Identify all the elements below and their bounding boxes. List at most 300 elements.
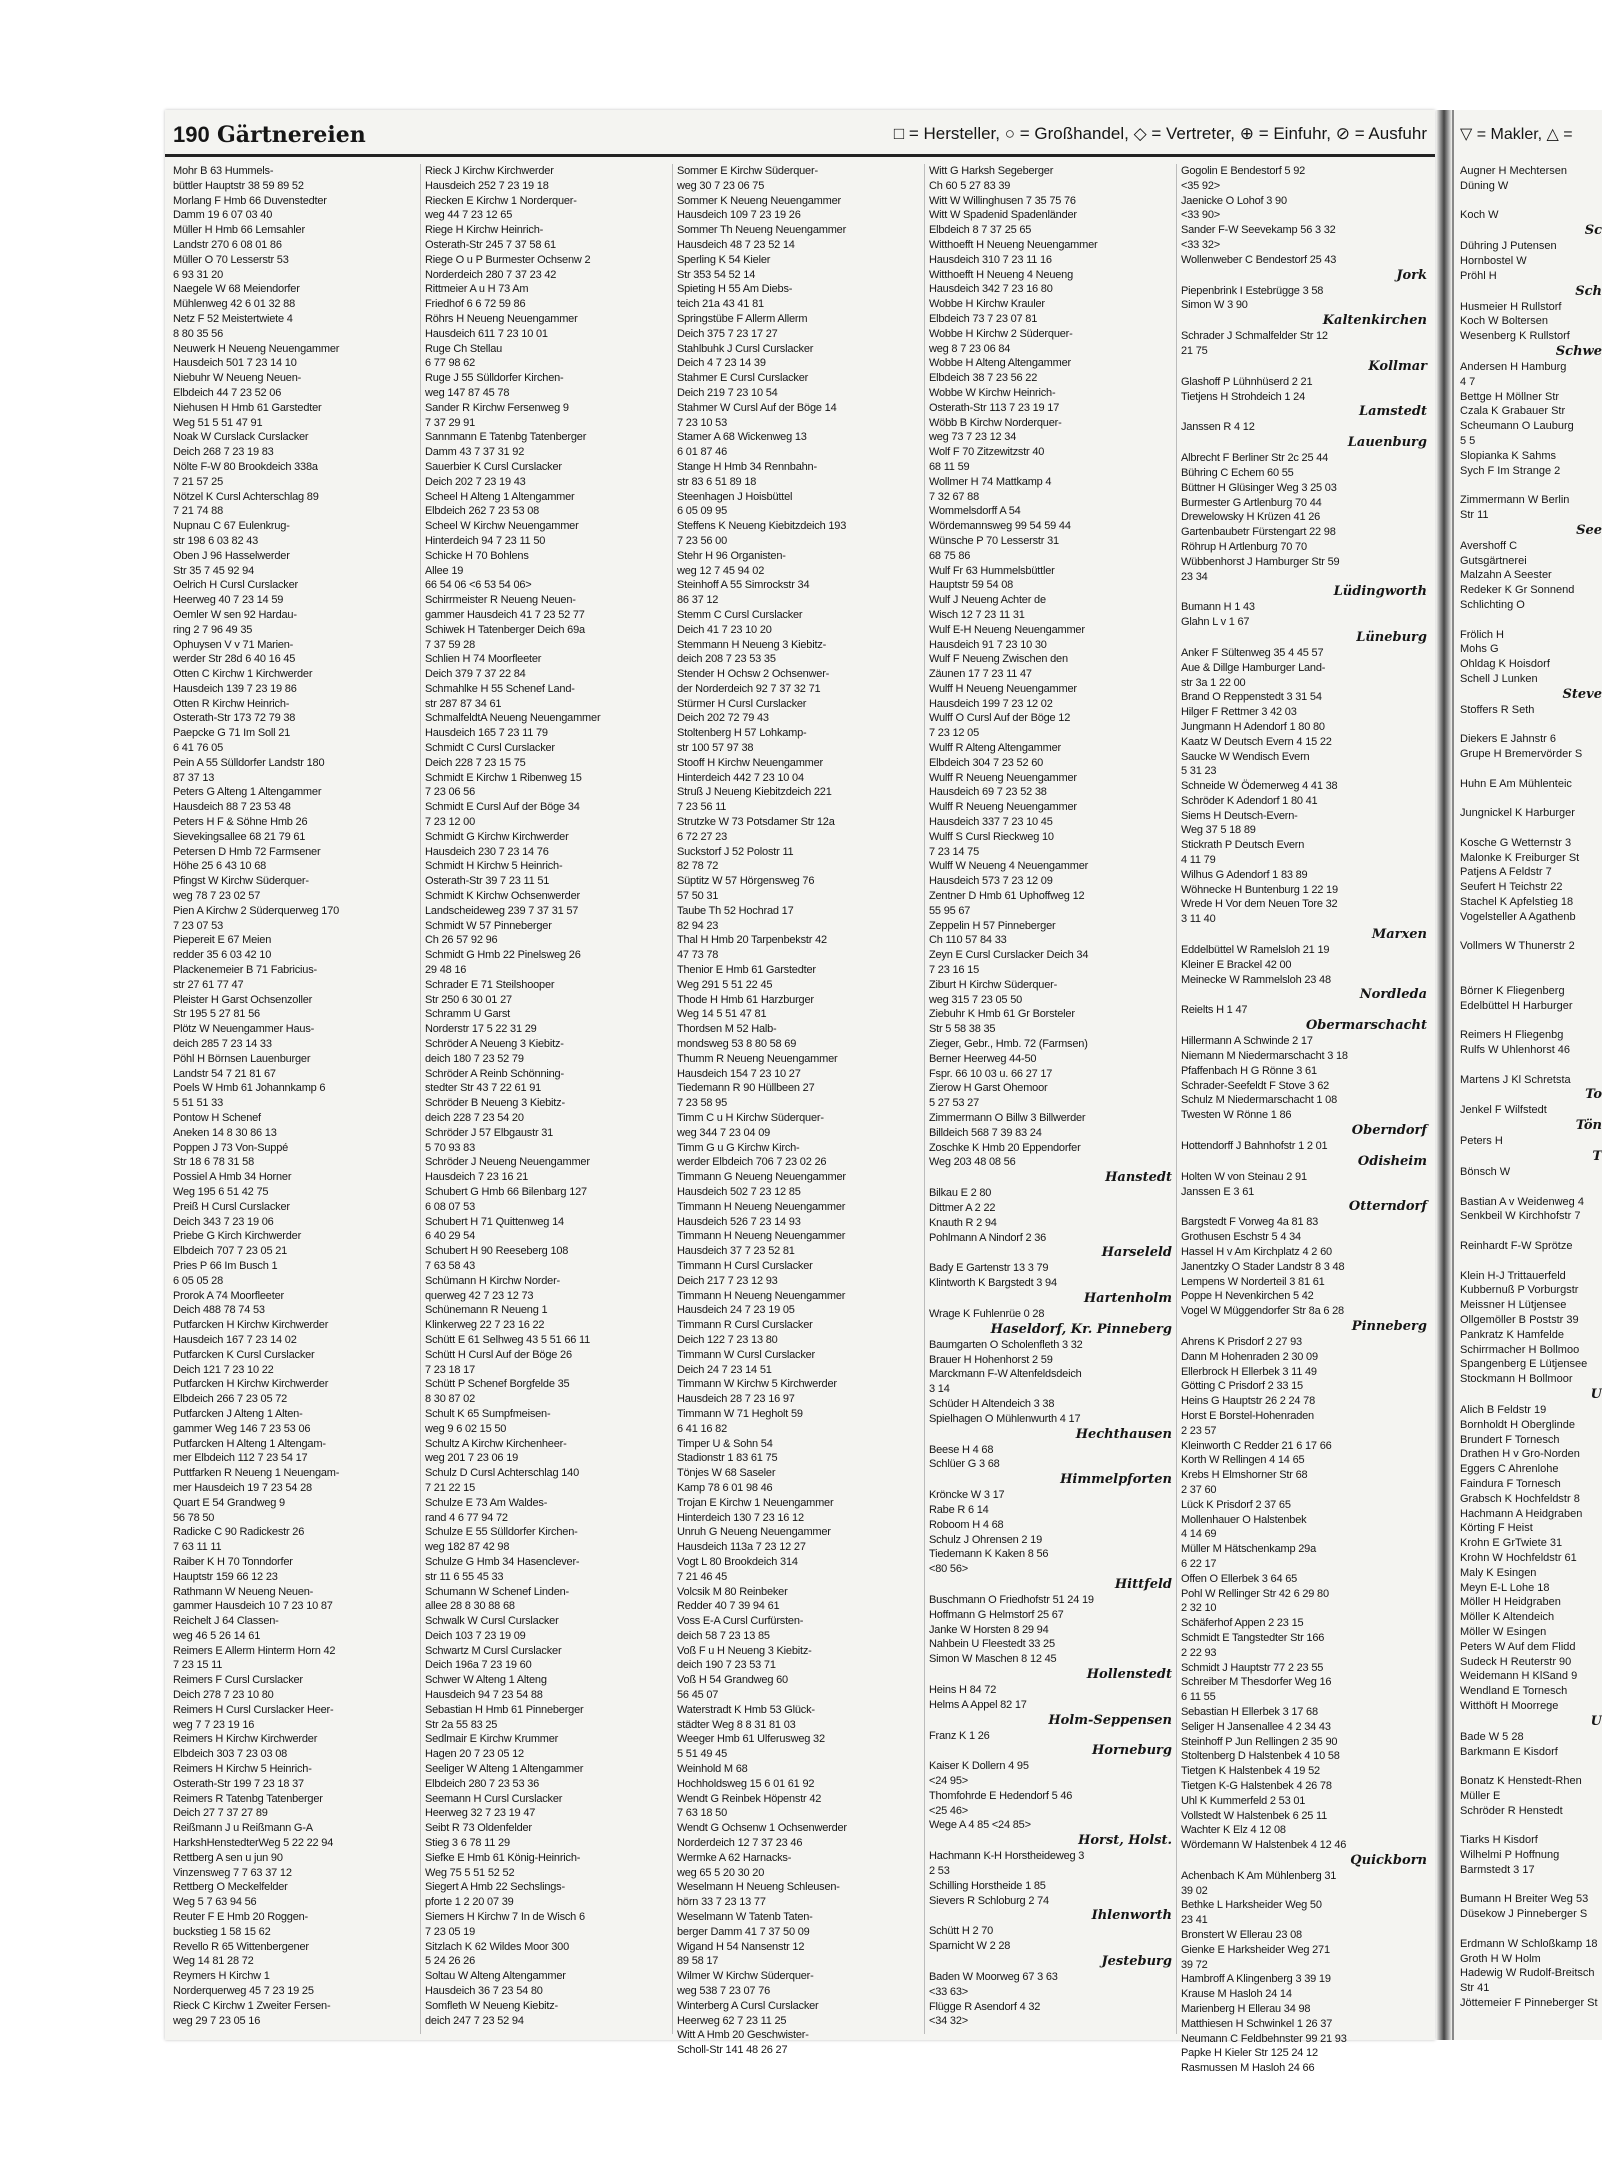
listing-entry: Frölich H	[1460, 628, 1505, 641]
town-heading: Lüneburg	[1356, 629, 1427, 645]
listing-entry: weg 7 7 23 19 16	[173, 1718, 255, 1731]
listing-entry: Poels W Hmb 61 Johannkamp 6	[173, 1082, 326, 1095]
listing-entry: Glahn L v 1 67	[1181, 616, 1250, 629]
listing-entry: Schulze E 73 Am Waldes-	[425, 1496, 548, 1509]
listing-entry: Jaenicke O Lohof 3 90	[1181, 194, 1287, 207]
listing-entry: Wulff R Neueng Neuengammer	[929, 771, 1077, 784]
town-heading: Ihlenworth	[1091, 1908, 1172, 1924]
listing-entry: Schmidt K Kirchw Ochsenwerder	[425, 890, 580, 903]
listing-entry: Weselmann H Neueng Schleusen-	[677, 1881, 840, 1894]
listing-entry: Rittmeier A u H 73 Am	[425, 283, 529, 296]
listing-entry: Strutzke W 73 Potsdamer Str 12a	[677, 816, 835, 829]
listing-entry: Röhrup H Artlenburg 70 70	[1181, 540, 1307, 553]
listing-entry: Timmann G Neueng Neuengammer	[677, 1171, 846, 1184]
listing-entry: 2 32 10	[1181, 1602, 1217, 1615]
listing-entry: Allee 19	[425, 564, 464, 577]
listing-entry: Nölte F-W 80 Brookdeich 338a	[173, 460, 318, 473]
listing-entry: Thenior E Hmb 61 Garstedter	[677, 964, 816, 977]
listing-entry: Klintworth K Bargstedt 3 94	[929, 1277, 1057, 1290]
listing-entry: Timm C u H Kirchw Süderquer-	[677, 1112, 824, 1124]
listing-entry: städter Weg 8 8 31 81 03	[677, 1718, 796, 1731]
listing-entry: Jungmann H Adendorf 1 80 80	[1181, 720, 1325, 733]
listing-entry: Schmidt E Kirchw 1 Ribenweg 15	[425, 771, 582, 784]
listing-entry: Senkbeil W Kirchhofstr 7	[1460, 1210, 1581, 1223]
listing-entry: str 100 57 97 38	[677, 742, 754, 755]
listing-entry: Pleister H Garst Ochsenzoller	[173, 993, 313, 1006]
listing-entry: Anker F Sültenweg 35 4 45 57	[1181, 646, 1324, 659]
listing-entry: deich 285 7 23 14 33	[173, 1038, 272, 1051]
listing-entry: Tietjens H Strohdeich 1 24	[1181, 390, 1306, 403]
listing-entry: Hottendorff J Bahnhofstr 1 2 01	[1181, 1140, 1328, 1153]
listing-entry: Jöttemeier F Pinneberger St	[1460, 1997, 1598, 2010]
listing-entry: Achenbach K Am Mühlenberg 31	[1181, 1869, 1337, 1882]
listing-entry: <34 32>	[929, 2015, 968, 2028]
listing-entry: Schmidt J Hauptstr 77 2 23 55	[1181, 1661, 1324, 1674]
listing-entry: Klein H-J Trittauerfeld	[1460, 1269, 1566, 1282]
listing-entry: Schäferhof Appen 2 23 15	[1181, 1617, 1304, 1630]
listing-entry: Priebe G Kirch Kirchwerder	[173, 1230, 302, 1243]
listing-entry: Witthoefft H Neueng Neuengammer	[929, 238, 1098, 251]
listing-entry	[1460, 1922, 1602, 1937]
listing-entry: Steinhoff P Jun Rellingen 2 35 90	[1181, 1735, 1338, 1748]
listing-entry	[1460, 613, 1602, 628]
listing-entry: Hinterdeich 130 7 23 16 12	[677, 1511, 804, 1524]
listing-entry: 6 22 17	[1181, 1557, 1217, 1570]
listing-entry: Brundert F Tornesch	[1460, 1433, 1560, 1446]
town-heading: Schwe	[1555, 343, 1602, 359]
listing-entry: Dittmer A 2 22	[929, 1201, 996, 1214]
listing-entry: Körting F Heist	[1460, 1522, 1533, 1535]
listing-column-4	[925, 164, 1177, 2034]
listing-entry: Wolf F 70 Zitzewitzstr 40	[929, 446, 1045, 459]
listing-entry: Hausdeich 337 7 23 10 45	[929, 816, 1053, 829]
listing-entry: 5 27 53 27	[929, 1097, 979, 1110]
listing-entry	[1460, 762, 1602, 777]
town-heading: Hollenstedt	[1086, 1666, 1172, 1682]
listing-entry: Hausdeich 28 7 23 16 97	[677, 1393, 795, 1406]
listing-entry: Deich 196a 7 23 19 60	[425, 1659, 532, 1672]
listing-entry: Schröder K Adendorf 1 80 41	[1181, 794, 1318, 807]
listing-entry: Deich 228 7 23 15 75	[425, 756, 526, 769]
listing-entry: Nötzel K Cursl Achterschlag 89	[173, 490, 319, 503]
listing-entry: Knauth R 2 94	[929, 1216, 997, 1229]
listing-entry: Stürmer H Cursl Curslacker	[677, 697, 807, 710]
listing-entry: 2 37 60	[1181, 1483, 1217, 1496]
listing-entry: Str 353 54 52 14	[677, 268, 756, 281]
listing-entry: Röhrs H Neueng Neuengammer	[425, 312, 578, 325]
listing-entry: Hausdeich 165 7 23 11 79	[425, 727, 548, 740]
listing-entry: Elbdeich 262 7 23 53 08	[425, 505, 540, 518]
listing-entry: Brauer H Hohenhorst 2 59	[929, 1353, 1053, 1366]
listing-entry	[1460, 1013, 1602, 1028]
listing-entry: 6 05 09 95	[677, 505, 727, 518]
listing-entry: Schrader E 71 Steilshooper	[425, 978, 555, 991]
listing-entry: Eddelbüttel W Ramelsloh 21 19	[1181, 944, 1330, 957]
listing-column-5	[1177, 164, 1431, 2075]
listing-entry: weg 65 5 20 30 20	[677, 1866, 765, 1879]
listing-entry: Edelbüttel H Harburger	[1460, 999, 1573, 1012]
listing-entry: Stieg 3 6 78 11 29	[425, 1837, 510, 1850]
listing-entry: Petersen D Hmb 72 Farmsener	[173, 845, 321, 858]
listing-entry: Sebastian H Hmb 61 Pinneberger	[425, 1703, 584, 1716]
listing-entry: Redeker K Gr Sonnend	[1460, 584, 1575, 597]
listing-entry: Weidemann H KlSand 9	[1460, 1670, 1578, 1683]
listing-entry	[1460, 1878, 1602, 1893]
listing-entry: rand 4 6 77 94 72	[425, 1511, 508, 1524]
listing-entry: Deich 219 7 23 10 54	[677, 386, 778, 399]
listing-entry: Trojan E Kirchw 1 Neuengammer	[677, 1496, 834, 1509]
listing-entry: 68 11 59	[929, 460, 970, 473]
listing-column-1	[169, 164, 421, 2034]
listing-entry: Marckmann F-W Altenfeldsdeich	[929, 1368, 1082, 1381]
listing-entry: Weg 75 5 51 52 52	[425, 1866, 515, 1879]
page-number: 190	[173, 122, 210, 147]
listing-entry: Czala K Grabauer Str	[1460, 405, 1566, 418]
listing-entry: Brand O Reppenstedt 3 31 54	[1181, 691, 1322, 704]
listing-entry: Vogelsteller A Agathenb	[1460, 910, 1576, 923]
listing-entry: Wigand H 54 Nansenstr 12	[677, 1940, 805, 1953]
listing-entry: Str 195 5 27 81 56	[173, 1008, 260, 1021]
listing-entry: Netz F 52 Meistertwiete 4	[173, 312, 293, 325]
listing-entry: Timm G u G Kirchw Kirch-	[677, 1141, 800, 1154]
listing-entry: 7 32 67 88	[929, 490, 979, 503]
listing-entry: Schirrmeister R Neueng Neuen-	[425, 594, 576, 607]
listing-entry: Deich 202 72 79 43	[677, 712, 769, 725]
listing-entry: deich 228 7 23 54 20	[425, 1112, 524, 1124]
listing-entry: Schmidt E Tangstedter Str 166	[1181, 1631, 1325, 1644]
listing-entry: Hausdeich 24 7 23 19 05	[677, 1304, 795, 1317]
listing-entry: weg 344 7 23 04 09	[677, 1126, 771, 1139]
listing-column-3	[673, 164, 925, 2057]
listing-entry: Malonke K Freiburger St	[1460, 851, 1580, 864]
listing-entry: Reimers H Cursl Curslacker Heer-	[173, 1703, 334, 1716]
listing-entry: Vogel W Müggendorfer Str 8a 6 28	[1181, 1305, 1344, 1318]
listing-entry: Drathen H v Gro-Norden	[1460, 1448, 1580, 1461]
listing-entry: Peters H F & Söhne Hmb 26	[173, 816, 308, 829]
listing-entry: Schubert H 90 Reeseberg 108	[425, 1245, 569, 1258]
listing-entry: Möller W Esingen	[1460, 1625, 1547, 1638]
listing-entry: Steenhagen J Hoisbüttel	[677, 490, 793, 503]
listing-entry: Deich 375 7 23 17 27	[677, 327, 778, 340]
listing-entry: Wördemannsweg 99 54 59 44	[929, 520, 1071, 533]
listing-entry: Otten C Kirchw 1 Kirchwerder	[173, 668, 313, 681]
listing-entry: Unruh G Neueng Neuengammer	[677, 1526, 831, 1539]
listing-entry: 6 01 87 46	[677, 446, 727, 459]
listing-entry: Janssen R 4 12	[1181, 421, 1255, 434]
listing-entry: Witt W Willinghusen 7 35 75 76	[929, 194, 1076, 207]
listing-entry: Janentzky O Stader Landstr 8 3 48	[1181, 1260, 1345, 1273]
listing-entry: Billdeich 568 7 39 83 24	[929, 1126, 1042, 1139]
book-spine	[1436, 110, 1452, 2040]
listing-entry: Weg 37 5 18 89	[1181, 824, 1256, 837]
listing-entry: Götting C Prisdorf 2 33 15	[1181, 1380, 1303, 1393]
listing-entry: deich 58 7 23 13 85	[677, 1629, 770, 1642]
listing-entry: Poppe H Nevenkirchen 5 42	[1181, 1290, 1314, 1303]
listing-entry: 7 21 57 25	[173, 475, 223, 488]
listing-entry: weg 315 7 23 05 50	[929, 993, 1023, 1006]
listing-entry: Deich 488 78 74 53	[173, 1304, 265, 1317]
listing-entry: Vinzensweg 7 7 63 37 12	[173, 1866, 292, 1879]
listing-entry: Redder 40 7 39 94 61	[677, 1600, 780, 1613]
listing-entry: Soltau W Alteng Altengammer	[425, 1970, 566, 1983]
listing-entry: Krebs H Elmshorner Str 68	[1181, 1469, 1308, 1482]
listing-entry: 7 23 16 15	[929, 964, 979, 977]
listing-entry: <35 92>	[1181, 179, 1220, 192]
listing-entry: Str 18 6 78 31 58	[173, 1156, 254, 1169]
listing-entry: Witthöft H Moorrege	[1460, 1699, 1559, 1712]
listing-entry: 4 11 79	[1181, 854, 1216, 867]
listing-entry: Stickrath P Deutsch Evern	[1181, 839, 1305, 852]
listing-entry: Kosche G Wetternstr 3	[1460, 836, 1572, 849]
directory-page	[165, 110, 1435, 2075]
listing-entry: Wulf E-H Neueng Neuengammer	[929, 623, 1085, 636]
listing-entry: Hausdeich 199 7 23 12 02	[929, 697, 1053, 710]
listing-entry: Alich B Feldstr 19	[1460, 1403, 1547, 1416]
listing-entry: Hauptstr 159 66 12 23	[173, 1570, 278, 1583]
listing-entry: 7 23 12 00	[425, 816, 475, 829]
listing-entry: Zimmermann O Billw 3 Billwerder	[929, 1112, 1086, 1124]
listing-entry: Wulf F Neueng Zwischen den	[929, 653, 1068, 666]
listing-entry: Sudeck H Reuterstr 90	[1460, 1655, 1572, 1668]
listing-entry: buckstieg 1 58 15 62	[173, 1925, 271, 1938]
listing-entry: Hinterdeich 442 7 23 10 04	[677, 771, 804, 784]
listing-entry: Wulff R Neueng Neuengammer	[929, 801, 1077, 814]
listing-entry: Jenkel F Wilfstedt	[1460, 1104, 1547, 1117]
listing-entry: str 287 87 34 61	[425, 697, 502, 710]
listing-entry: Witt W Spadenid Spadenländer	[929, 209, 1077, 222]
listing-entry: Hausdeich 167 7 23 14 02	[173, 1333, 297, 1346]
listing-entry: Mohr B 63 Hummels-	[173, 165, 274, 177]
listing-entry: Rieck C Kirchw 1 Zweiter Fersen-	[173, 1999, 331, 2012]
listing-entry: Schubert G Hmb 66 Bilenbarg 127	[425, 1185, 587, 1198]
listing-entry: Str 11	[1460, 508, 1489, 521]
listing-entry: 57 50 31	[677, 890, 719, 903]
listing-entry: Osterath-Str 113 7 23 19 17	[929, 401, 1060, 414]
listing-entry	[1460, 194, 1602, 209]
listing-entry: Heins G Hauptstr 26 2 24 78	[1181, 1395, 1316, 1408]
listing-entry: deich 247 7 23 52 94	[425, 2014, 524, 2027]
listing-entry: Hadewig W Rudolf-Breitsch	[1460, 1967, 1595, 1980]
listing-entry: Hausdeich 310 7 23 11 16	[929, 253, 1052, 266]
listing-entry: Sander F-W Seevekamp 56 3 32	[1181, 224, 1336, 237]
listing-entry: Stender H Ochsw 2 Ochsenwer-	[677, 668, 830, 681]
listing-entry: Volcsik M 80 Reinbeker	[677, 1585, 788, 1598]
listing-entry: Nahbein U Fleestedt 33 25	[929, 1638, 1055, 1651]
listing-entry: Stadionstr 1 83 61 75	[677, 1452, 778, 1465]
listing-entry: Schulze G Hmb 34 Hasenclever-	[425, 1555, 580, 1568]
listing-entry: Voss E-A Cursl Curfürsten-	[677, 1615, 804, 1628]
listing-entry: Reielts H 1 47	[1181, 1004, 1248, 1017]
listing-entry: 6 72 27 23	[677, 830, 727, 843]
page-header	[165, 118, 1435, 157]
listing-entry: Stahmer W Cursl Auf der Böge 14	[677, 401, 837, 414]
listing-entry: Meissner H Lütjensee	[1460, 1299, 1567, 1312]
listing-entry: Matthiesen H Schwinkel 1 26 37	[1181, 2017, 1333, 2030]
listing-entry: weg 201 7 23 06 19	[425, 1452, 519, 1465]
listing-entry: Meyn E-L Lohe 18	[1460, 1581, 1550, 1594]
listing-entry: Janke W Horsten 8 29 94	[929, 1623, 1049, 1636]
listing-entry: Pankratz K Hamfelde	[1460, 1328, 1564, 1341]
listing-entry: Sommer E Kirchw Süderquer-	[677, 165, 818, 177]
listing-entry: Taube Th 52 Hochrad 17	[677, 904, 794, 917]
listing-entry: Aue & Dillge Hamburger Land-	[1181, 661, 1326, 674]
listing-entry: Pontow H Schenef	[173, 1112, 261, 1124]
listing-entry: Neumann C Feldbehnster 99 21 93	[1181, 2032, 1347, 2045]
town-heading: Jesteburg	[1101, 1954, 1172, 1970]
listing-entry: 68 75 86	[929, 549, 971, 562]
town-heading: Tön	[1575, 1118, 1602, 1134]
listing-entry: Siegert A Hmb 22 Sechslings-	[425, 1881, 565, 1894]
listing-entry: Bargstedt F Vorweg 4a 81 83	[1181, 1216, 1319, 1229]
listing-entry: 7 63 58 43	[425, 1259, 475, 1272]
listing-entry: Elbdeich 266 7 23 05 72	[173, 1393, 288, 1406]
listing-entry: Bühring C Echem 60 55	[1181, 466, 1294, 479]
listing-entry: Siems H Deutsch-Evern-	[1181, 809, 1298, 822]
listing-entry: Voß F u H Neueng 3 Kiebitz-	[677, 1644, 812, 1657]
listing-entry: Schütt H 2 70	[929, 1925, 994, 1938]
listing-entry: Damm 19 6 07 03 40	[173, 209, 273, 222]
listing-entry: Deich 27 7 37 27 89	[173, 1807, 268, 1820]
listing-entry: stedter Str 43 7 22 61 91	[425, 1082, 542, 1095]
listing-entry: 39 02	[1181, 1884, 1208, 1897]
listing-entry: Preiß H Cursl Curslacker	[173, 1200, 290, 1213]
listing-entry: Schröder A Neueng 3 Kiebitz-	[425, 1038, 564, 1051]
listing-entry: Hausdeich 91 7 23 10 30	[929, 638, 1047, 651]
listing-entry: Prorok A 74 Moorfleeter	[173, 1289, 284, 1302]
listing-entry: Vollstedt W Halstenbek 6 25 11	[1181, 1809, 1328, 1822]
listing-entry: Rulfs W Uhlenhorst 46	[1460, 1044, 1571, 1057]
town-heading: Sch	[1575, 283, 1602, 299]
listing-entry: berger Damm 41 7 37 50 09	[677, 1925, 810, 1938]
listing-entry: weg 78 7 23 02 57	[173, 890, 261, 903]
listing-entry: Pröhl H	[1460, 269, 1497, 282]
listing-entry: Wege A 4 85 <24 85>	[929, 1819, 1031, 1832]
listing-entry: Deich 343 7 23 19 06	[173, 1215, 274, 1228]
listing-entry: Deich 217 7 23 12 93	[677, 1274, 778, 1287]
listing-entry: weg 9 6 02 15 50	[425, 1422, 507, 1435]
listing-entry: weg 44 7 23 12 65	[425, 209, 513, 222]
listing-entry: Schulz M Niedermarschacht 1 08	[1181, 1094, 1338, 1107]
listing-entry: Müller M Hätschenkamp 29a	[1181, 1543, 1317, 1556]
listing-entry: Wünsche P 70 Lesserstr 31	[929, 534, 1059, 547]
listing-entry: Norderdeich 12 7 37 23 46	[677, 1837, 803, 1850]
listing-entry: Possiel A Hmb 34 Horner	[173, 1171, 292, 1184]
listing-entry: Siefke E Hmb 61 König-Heinrich-	[425, 1851, 581, 1864]
listing-entry: Hausdeich 502 7 23 12 85	[677, 1185, 801, 1198]
town-heading: Harseleld	[1101, 1245, 1172, 1261]
listing-entry: Stehr H 96 Organisten-	[677, 549, 786, 562]
listing-entry: Quart E 54 Grandweg 9	[173, 1496, 285, 1509]
town-heading: Oberndorf	[1351, 1123, 1427, 1139]
listing-entry: Pöhl H Börnsen Lauenburger	[173, 1052, 311, 1065]
listing-entry: Seufert H Teichstr 22	[1460, 881, 1563, 894]
listing-entry: Timmann H Neueng Neuengammer	[677, 1200, 846, 1213]
listing-entry: büttler Hauptstr 38 59 89 52	[173, 179, 304, 192]
listing-entry: Morlang F Hmb 66 Duvenstedter	[173, 194, 327, 207]
listing-entry: Schulz D Cursl Achterschlag 140	[425, 1467, 579, 1480]
listing-entry: Wördemann W Halstenbek 4 12 46	[1181, 1839, 1347, 1852]
listing-entry: weg 147 87 45 78	[425, 386, 510, 399]
listing-entry: Schneide W Ödemerweg 4 41 38	[1181, 780, 1338, 793]
listing-entry: Landstr 270 6 08 01 86	[173, 238, 282, 251]
listing-entry	[1460, 821, 1602, 836]
listing-entry: Seemann H Cursl Curslacker	[425, 1792, 563, 1805]
listing-entry: Mollenhauer O Halstenbek	[1181, 1513, 1307, 1526]
listing-entry: Weeger Hmb 61 Ulferusweg 32	[677, 1733, 825, 1746]
listing-entry: 7 23 15 11	[173, 1659, 223, 1672]
listing-entry: 89 58 17	[677, 1955, 719, 1968]
listing-entry: 82 94 23	[677, 919, 719, 932]
listing-entry: Wollenweber C Bendestorf 25 43	[1181, 253, 1337, 266]
listing-entry: Wobbe H Kirchw 2 Süderquer-	[929, 327, 1073, 340]
listing-entry: Schüder H Altendeich 3 38	[929, 1397, 1055, 1410]
listing-entry: str 83 6 51 89 18	[677, 475, 757, 488]
listing-entry: Ziebuhr K Hmb 61 Gr Borsteler	[929, 1008, 1075, 1021]
town-heading: See	[1576, 522, 1602, 538]
listing-entry: Elbdeich 38 7 23 56 22	[929, 372, 1038, 385]
listing-entry: Wilhus G Adendorf 1 83 89	[1181, 868, 1308, 881]
listing-entry: 29 48 16	[425, 964, 467, 977]
listing-entry: Sparnicht W 2 28	[929, 1940, 1011, 1953]
listing-entry: Osterath-Str 173 72 79 38	[173, 712, 296, 725]
listing-entry: Stahlbuhk J Cursl Curslacker	[677, 342, 814, 355]
listing-entry: Ellerbrock H Ellerbek 3 11 49	[1181, 1365, 1317, 1378]
town-heading: Pinneberg	[1351, 1319, 1427, 1334]
listing-entry: Raiber K H 70 Tonndorfer	[173, 1555, 293, 1568]
listing-entry: Piepereit E 67 Meien	[173, 934, 272, 947]
listing-entry: Schmahlke H 55 Schenef Land-	[425, 682, 575, 695]
listing-entry: Büttner H Glüsinger Weg 3 25 03	[1181, 481, 1337, 494]
listing-entry: 7 63 11 11	[173, 1541, 222, 1554]
listing-entry: Reymers H Kirchw 1	[173, 1970, 270, 1983]
listing-entry: Seeliger W Alteng 1 Altengammer	[425, 1763, 584, 1776]
listing-entry: Bronstert W Ellerau 23 08	[1181, 1929, 1302, 1942]
listing-entry: Husmeier H Rullstorf	[1460, 300, 1562, 313]
listing-entry: Wermke A 62 Harnacks-	[677, 1851, 792, 1864]
listing-entry	[1460, 1759, 1602, 1774]
listing-entry: Hauptstr 59 54 08	[929, 579, 1014, 592]
listing-entry: Stange H Hmb 34 Rennbahn-	[677, 460, 817, 473]
listing-entry: Wulff R Alteng Altengammer	[929, 742, 1061, 755]
listing-entry: Schubert H 71 Quittenweg 14	[425, 1215, 564, 1228]
listing-entry: 86 37 12	[677, 594, 719, 607]
listing-entry: Hausdeich 109 7 23 19 26	[677, 209, 801, 222]
listing-entry: Andersen H Hamburg	[1460, 360, 1567, 373]
listing-entry: HarkshHenstedterWeg 5 22 22 94	[173, 1837, 334, 1850]
listing-entry: Koch W	[1460, 209, 1499, 222]
listing-entry: Korth W Rellingen 4 14 65	[1181, 1454, 1305, 1467]
listing-entry: Burmester G Artlenburg 70 44	[1181, 496, 1322, 509]
listing-entry: Timmann R Cursl Curslacker	[677, 1319, 813, 1332]
listing-entry: Waterstradt K Hmb 53 Glück-	[677, 1703, 815, 1716]
listing-entry: mondsweg 53 8 80 58 69	[677, 1038, 797, 1051]
listing-entry: Springstübe F Allerm Allerm	[677, 312, 808, 325]
listing-entry: Somfleth W Neueng Kiebitz-	[425, 1999, 558, 2012]
listing-entry: Kubbernuß P Vorburgstr	[1460, 1284, 1579, 1297]
listing-entry: Sievekingsallee 68 21 79 61	[173, 830, 306, 843]
listing-entry: Hausdeich 36 7 23 54 80	[425, 1985, 543, 1998]
listing-entry: Schulz J Ohrensen 2 19	[929, 1533, 1043, 1546]
listing-entry: Lück K Prisdorf 2 37 65	[1181, 1498, 1291, 1511]
listing-entry: Hambroff A Klingenberg 3 39 19	[1181, 1973, 1331, 1986]
listing-entry: Witt G Harksh Segeberger	[929, 165, 1054, 177]
town-heading: Horneburg	[1091, 1743, 1172, 1759]
listing-entry: Scholl-Str 141 48 26 27	[677, 2044, 788, 2057]
listing-entry: Möller K Altendeich	[1460, 1611, 1555, 1624]
listing-entry: weg 29 7 23 05 16	[173, 2014, 261, 2027]
listing-entry: Dann M Hohenraden 2 30 09	[1181, 1350, 1318, 1363]
listing-entry: <24 95>	[929, 1775, 968, 1788]
